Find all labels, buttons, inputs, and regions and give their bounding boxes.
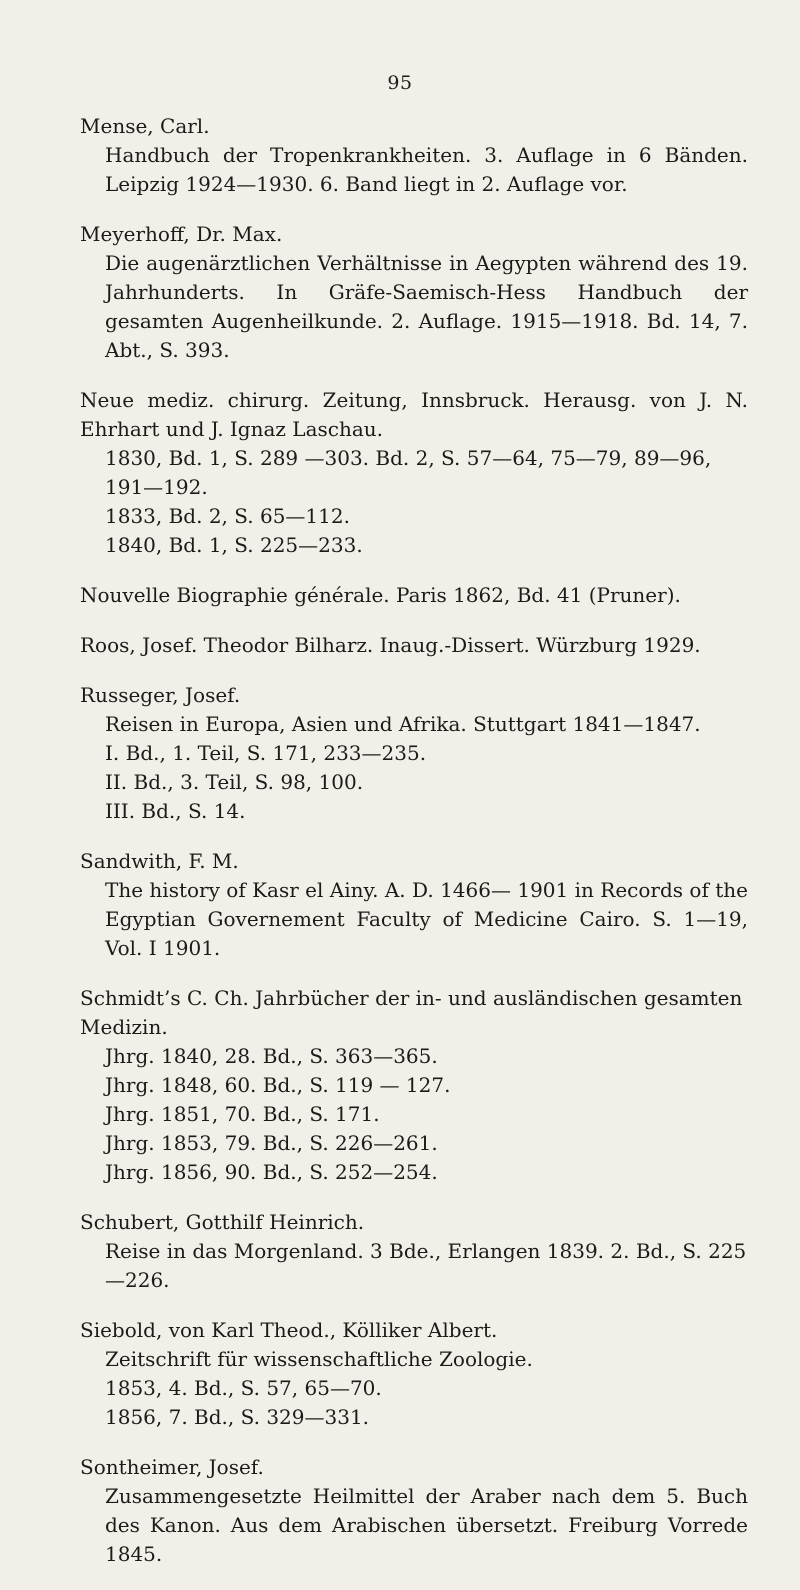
entry-line: Jhrg. 1856, 90. Bd., S. 252—254. <box>105 1160 438 1184</box>
entry-line: 1830, Bd. 1, S. 289 —303. Bd. 2, S. 57—64, 75—79, 89—96, 191—192. <box>105 446 712 499</box>
bibliography-entry <box>80 847 748 963</box>
entry-heading: Schmidt’s C. Ch. Jahrbücher der in- und ausländischen gesamten Medizin. <box>80 986 743 1039</box>
entry-line: Zusammengesetzte Heilmittel der Araber nach dem 5. Buch des Kanon. Aus dem Arabischen übersetzt. Freiburg Vorrede 1845. <box>105 1484 748 1566</box>
entry-heading: Meyerhoff, Dr. Max. <box>80 222 283 246</box>
entry-line: 1833, Bd. 2, S. 65—112. <box>105 504 350 528</box>
entry-line: II. Bd., 3. Teil, S. 98, 100. <box>105 770 364 794</box>
entry-heading: Roos, Josef. Theodor Bilharz. Inaug.-Dissert. Würzburg 1929. <box>80 633 701 657</box>
entry-line: 1856, 7. Bd., S. 329—331. <box>105 1405 370 1429</box>
page-number: 95 <box>387 72 413 94</box>
bibliography-entry <box>80 112 748 199</box>
entry-heading: Schubert, Gotthilf Heinrich. <box>80 1210 365 1234</box>
entry-line: Reise in das Morgenland. 3 Bde., Erlangen 1839. 2. Bd., S. 225—226. <box>105 1239 747 1292</box>
entry-heading: Nouvelle Biographie générale. Paris 1862, Bd. 41 (Pruner). <box>80 583 681 607</box>
entry-line: Handbuch der Tropenkrankheiten. 3. Auflage in 6 Bänden. Leipzig 1924—1930. 6. Band liegt in 2. Auflage vor. <box>105 143 748 196</box>
entry-heading: Neue mediz. chirurg. Zeitung, Innsbruck. Herausg. von J. N. Ehrhart und J. Ignaz Laschau. <box>80 388 748 441</box>
entry-line: Zeitschrift für wissenschaftliche Zoologie. <box>105 1347 533 1371</box>
entry-line: Jhrg. 1848, 60. Bd., S. 119 — 127. <box>105 1073 451 1097</box>
entry-line: Reisen in Europa, Asien und Afrika. Stuttgart 1841—1847. <box>105 712 701 736</box>
entry-heading: Mense, Carl. <box>80 114 210 138</box>
bibliography-entry <box>80 984 748 1187</box>
bibliography-entry <box>80 681 748 826</box>
entry-heading: Sandwith, F. M. <box>80 849 239 873</box>
entry-line: The history of Kasr el Ainy. A. D. 1466— 1901 in Records of the Egyptian Governement Faculty of Medicine Cairo. S. 1—19, Vol. I 1901. <box>105 878 748 960</box>
entry-heading: Sontheimer, Josef. <box>80 1455 264 1479</box>
bibliography-entry <box>80 631 748 660</box>
bibliography-entry <box>80 1208 748 1295</box>
entry-line: 1840, Bd. 1, S. 225—233. <box>105 533 363 557</box>
entry-heading: Siebold, von Karl Theod., Kölliker Albert. <box>80 1318 498 1342</box>
bibliography-entry <box>80 581 748 610</box>
entry-heading: Russeger, Josef. <box>80 683 241 707</box>
entry-line: III. Bd., S. 14. <box>105 799 246 823</box>
entry-line: 1853, 4. Bd., S. 57, 65—70. <box>105 1376 382 1400</box>
entry-line: Jhrg. 1851, 70. Bd., S. 171. <box>105 1102 380 1126</box>
bibliography-entry <box>80 386 748 560</box>
entry-line: Jhrg. 1853, 79. Bd., S. 226—261. <box>105 1131 438 1155</box>
bibliography-entry <box>80 1453 748 1569</box>
bibliography-list <box>80 112 748 1590</box>
bibliography-entry <box>80 220 748 365</box>
entry-line: I. Bd., 1. Teil, S. 171, 233—235. <box>105 741 427 765</box>
entry-line: Die augenärztlichen Verhältnisse in Aegypten während des 19. Jahrhunderts. In Gräfe-Saemisch-Hess Handbuch der gesamten Augenheilkunde. 2. Auflage. 1915—1918. Bd. 14, 7. Abt., S. 393. <box>105 251 748 362</box>
bibliography-entry <box>80 1316 748 1432</box>
entry-line: Jhrg. 1840, 28. Bd., S. 363—365. <box>105 1044 438 1068</box>
